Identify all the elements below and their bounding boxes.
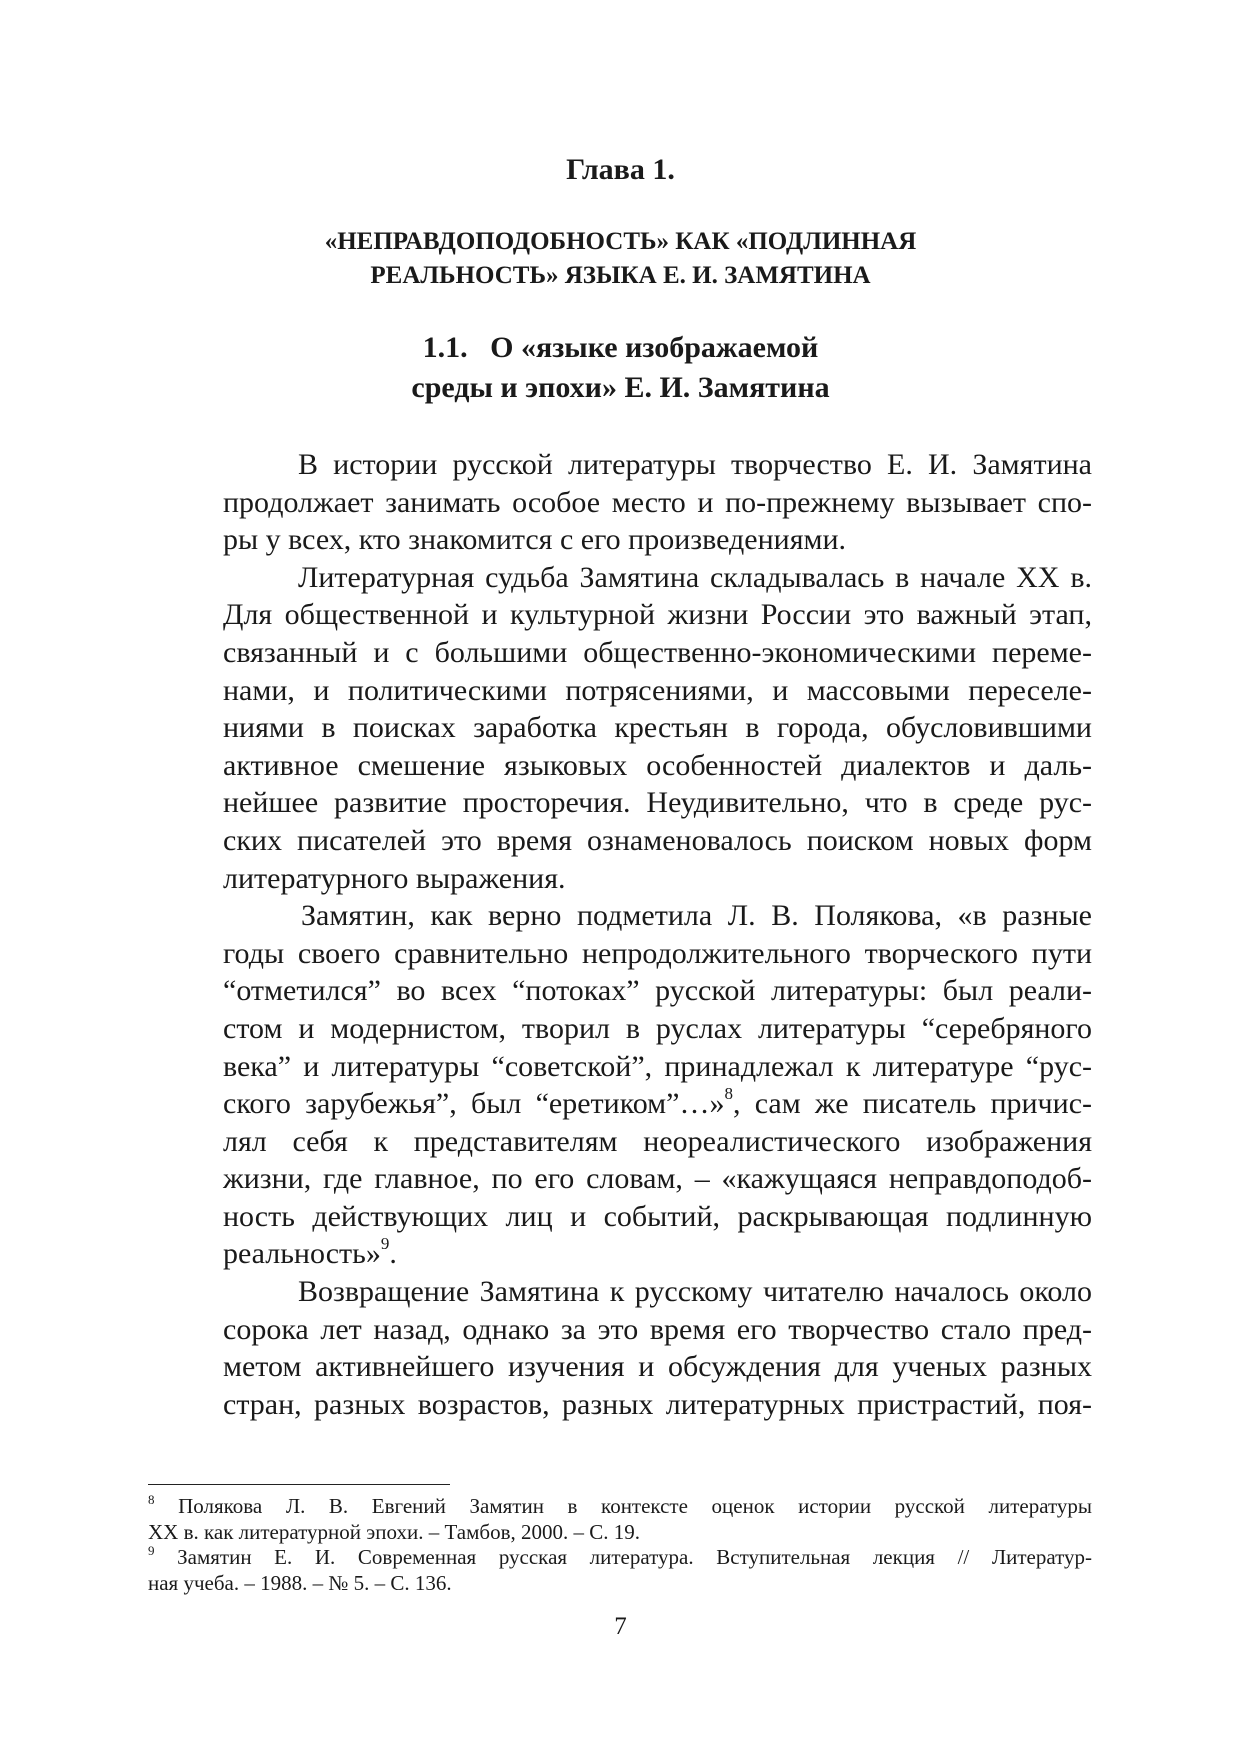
text-line: активное смешение языковых особенностей диалектов и даль-	[223, 748, 1092, 782]
chapter-title	[0, 225, 1241, 293]
section-title	[0, 328, 1241, 408]
text-line: годы своего сравнительно непродолжительного творческого пути	[223, 936, 1092, 970]
section-title-line: среды и эпохи» Е. И. Замятина	[411, 371, 830, 404]
footnote	[148, 1494, 1092, 1545]
footnote-line	[148, 1545, 1092, 1571]
text-line: века” и литературы “советской”, принадлежал к литературе “рус-	[223, 1049, 1092, 1083]
text-line: ниями в поисках заработка крестьян в города, обусловившими	[223, 711, 1092, 745]
text-line: литературного выражения.	[223, 861, 566, 895]
text-line: лял себя к представителям неореалистического изображения	[223, 1124, 1092, 1158]
chapter-title-line: «НЕПРАВДОПОДОБНОСТЬ» КАК «ПОДЛИННАЯ	[324, 228, 917, 255]
footnote-divider	[148, 1484, 450, 1485]
text-line: метом активнейшего изучения и обсуждения для ученых разных	[223, 1350, 1092, 1384]
text-line: нейшее развитие просторечия. Неудивительно, что в среде рус-	[223, 786, 1092, 820]
footnote-text: Полякова Л. В. Евгений Замятин в контексте оценок истории русской литературы	[178, 1494, 1092, 1518]
footnote-line	[148, 1494, 1092, 1520]
text-line: ры у всех, кто знакомится с его произведениями.	[223, 523, 847, 557]
text-line: связанный и с большими общественно-экономическими переме-	[223, 635, 1092, 669]
text-line: реальность»$^9$.	[223, 1234, 397, 1271]
page-number: 7	[614, 1613, 627, 1640]
footnote-line: ХХ в. как литературной эпохи. – Тамбов, 2000. – С. 19.	[148, 1519, 641, 1544]
text-line: ского зарубежья”, был “еретиком”…»$^8$, сам же писатель причис-	[223, 1084, 1092, 1121]
text-fragment: ского зарубежья”, был “еретиком”…»	[223, 1087, 725, 1121]
text-line: ность действующих лиц и событий, раскрывающая подлинную	[223, 1199, 1092, 1233]
text-line: стом и модернистом, творил в руслах литературы “серебряного	[223, 1011, 1092, 1045]
text-fragment: реальность»	[223, 1237, 381, 1271]
text-line: В истории русской литературы творчество Е. И. Замятина	[298, 448, 1092, 481]
text-fragment: сам же писатель причис-	[754, 1087, 1092, 1121]
text-line: Возвращение Замятина к русскому читателю началось около	[298, 1275, 1092, 1309]
body-text	[148, 446, 1092, 1423]
footnote-number: 8	[148, 1492, 155, 1507]
text-line: Для общественной и культурной жизни России это важный этап,	[223, 598, 1092, 632]
paragraph	[148, 559, 1092, 897]
text-line: нами, и политическими потрясениями, и массовыми переселе-	[223, 673, 1092, 707]
text-line: Замятин, как верно подметила Л. В. Полякова, «в разные	[301, 899, 1092, 933]
footnote-text: Замятин Е. И. Современная русская литература. Вступительная лекция // Литератур-	[177, 1545, 1093, 1569]
text-line: сорока лет назад, однако за это время его творчество стало пред-	[223, 1312, 1092, 1346]
text-line: продолжает занимать особое место и по-прежнему вызывает спо-	[223, 485, 1092, 519]
paragraph	[148, 446, 1092, 559]
text-line: стран, разных возрастов, разных литературных пристрастий, поя-	[223, 1387, 1092, 1421]
chapter-label: Глава 1.	[566, 153, 675, 186]
footnote	[148, 1545, 1092, 1596]
paragraph	[148, 1273, 1092, 1423]
text-line: “отметился” во всех “потоках” русской литературы: был реали-	[223, 974, 1092, 1008]
footnotes	[148, 1494, 1092, 1596]
footnote-ref[interactable]: 9	[380, 1234, 390, 1254]
text-line: Литературная судьба Замятина складывалась в начале ХХ в.	[298, 560, 1092, 594]
paragraph	[148, 897, 1092, 1273]
footnote-number: 9	[148, 1543, 155, 1558]
footnote-ref[interactable]: 8	[724, 1084, 733, 1104]
section-title-line: 1.1. О «языке изображаемой	[422, 331, 819, 364]
text-line: ских писателей это время ознаменовалось поиском новых форм	[223, 823, 1092, 857]
chapter-title-line: РЕАЛЬНОСТЬ» ЯЗЫКА Е. И. ЗАМЯТИНА	[370, 262, 871, 289]
text-line: жизни, где главное, по его словам, – «кажущаяся неправдоподоб-	[223, 1162, 1092, 1196]
footnote-line: ная учеба. – 1988. – № 5. – С. 136.	[148, 1570, 452, 1595]
